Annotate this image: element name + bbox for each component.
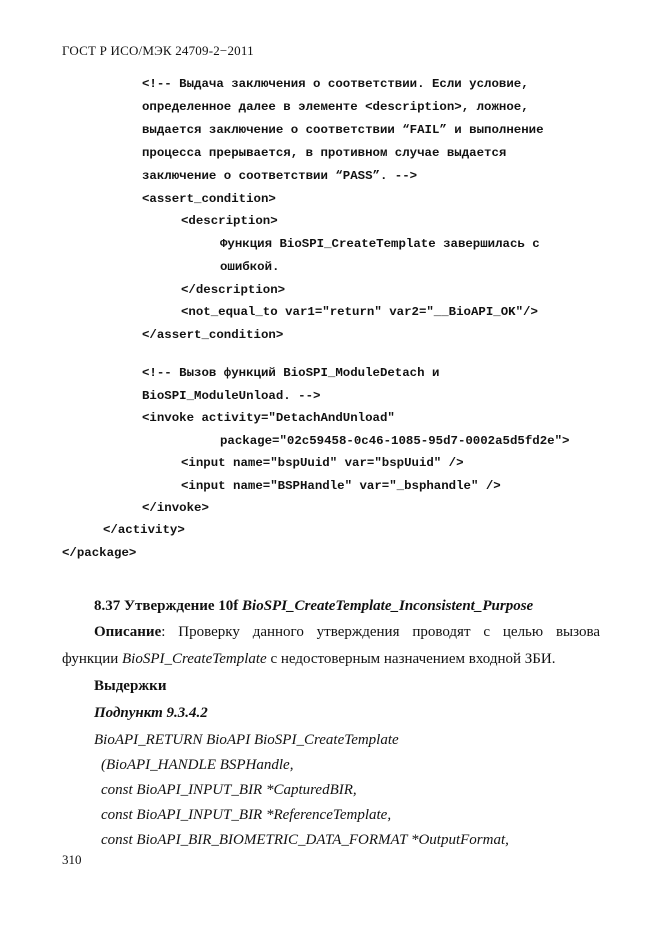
description-line-1 bbox=[94, 623, 600, 641]
code-line: <assert_condition> bbox=[142, 192, 276, 206]
code-line: <!-- Выдача заключения о соответствии. Если условие, bbox=[142, 77, 529, 91]
signature-line: const BioAPI_INPUT_BIR *ReferenceTemplate, bbox=[101, 807, 392, 823]
signature-line: BioAPI_RETURN BioAPI BioSPI_CreateTemplate bbox=[94, 732, 399, 748]
code-line: заключение о соответствии “PASS”. --> bbox=[142, 169, 418, 183]
code-line: <!-- Вызов функций BioSPI_ModuleDetach и bbox=[142, 366, 440, 380]
extracts-heading: Выдержки bbox=[94, 678, 167, 694]
code-line: </package> bbox=[62, 546, 137, 560]
subclause-heading: Подпункт 9.3.4.2 bbox=[94, 705, 208, 721]
signature-line: const BioAPI_BIR_BIOMETRIC_DATA_FORMAT *OutputFormat, bbox=[101, 832, 509, 848]
code-line: процесса прерывается, в противном случае выдается bbox=[142, 146, 507, 160]
code-line: package="02c59458-0c46-1085-95d7-0002a5d5fd2e"> bbox=[220, 434, 570, 448]
code-line: </description> bbox=[181, 283, 286, 297]
code-line: определенное далее в элементе <description>, ложное, bbox=[142, 100, 529, 114]
section-heading bbox=[94, 597, 533, 615]
section-number-title: 8.37 Утверждение 10f bbox=[94, 598, 243, 614]
description-prefix: функции bbox=[62, 651, 122, 667]
code-line: <not_equal_to var1="return" var2="__BioAPI_OK"/> bbox=[181, 305, 538, 319]
code-line: <input name="bspUuid" var="bspUuid" /> bbox=[181, 456, 464, 470]
section-assertion-name: BioSPI_CreateTemplate_Inconsistent_Purpose bbox=[242, 598, 534, 614]
code-line: </assert_condition> bbox=[142, 328, 284, 342]
function-name: BioSPI_CreateTemplate bbox=[122, 651, 267, 667]
code-line: </invoke> bbox=[142, 501, 209, 515]
description-line-2 bbox=[62, 650, 555, 668]
code-line: ошибкой. bbox=[220, 260, 280, 274]
code-line: <description> bbox=[181, 214, 278, 228]
code-line: Функция BioSPI_CreateTemplate завершилась с bbox=[220, 237, 540, 251]
document-header: ГОСТ Р ИСО/МЭК 24709-2−2011 bbox=[62, 43, 254, 58]
description-label: Описание bbox=[94, 624, 162, 640]
page-number: 310 bbox=[62, 852, 82, 867]
signature-line: const BioAPI_INPUT_BIR *CapturedBIR, bbox=[101, 782, 357, 798]
code-line: <input name="BSPHandle" var="_bsphandle" /> bbox=[181, 479, 501, 493]
description-suffix: с недостоверным назначением входной ЗБИ. bbox=[266, 651, 556, 667]
code-line: BioSPI_ModuleUnload. --> bbox=[142, 389, 321, 403]
code-line: </activity> bbox=[103, 523, 185, 537]
description-text: : Проверку данного утверждения проводят с целью вызова bbox=[161, 624, 600, 640]
signature-line: (BioAPI_HANDLE BSPHandle, bbox=[101, 757, 294, 773]
code-line: <invoke activity="DetachAndUnload" bbox=[142, 411, 395, 425]
code-line: выдается заключение о соответствии “FAIL” и выполнение bbox=[142, 123, 544, 137]
